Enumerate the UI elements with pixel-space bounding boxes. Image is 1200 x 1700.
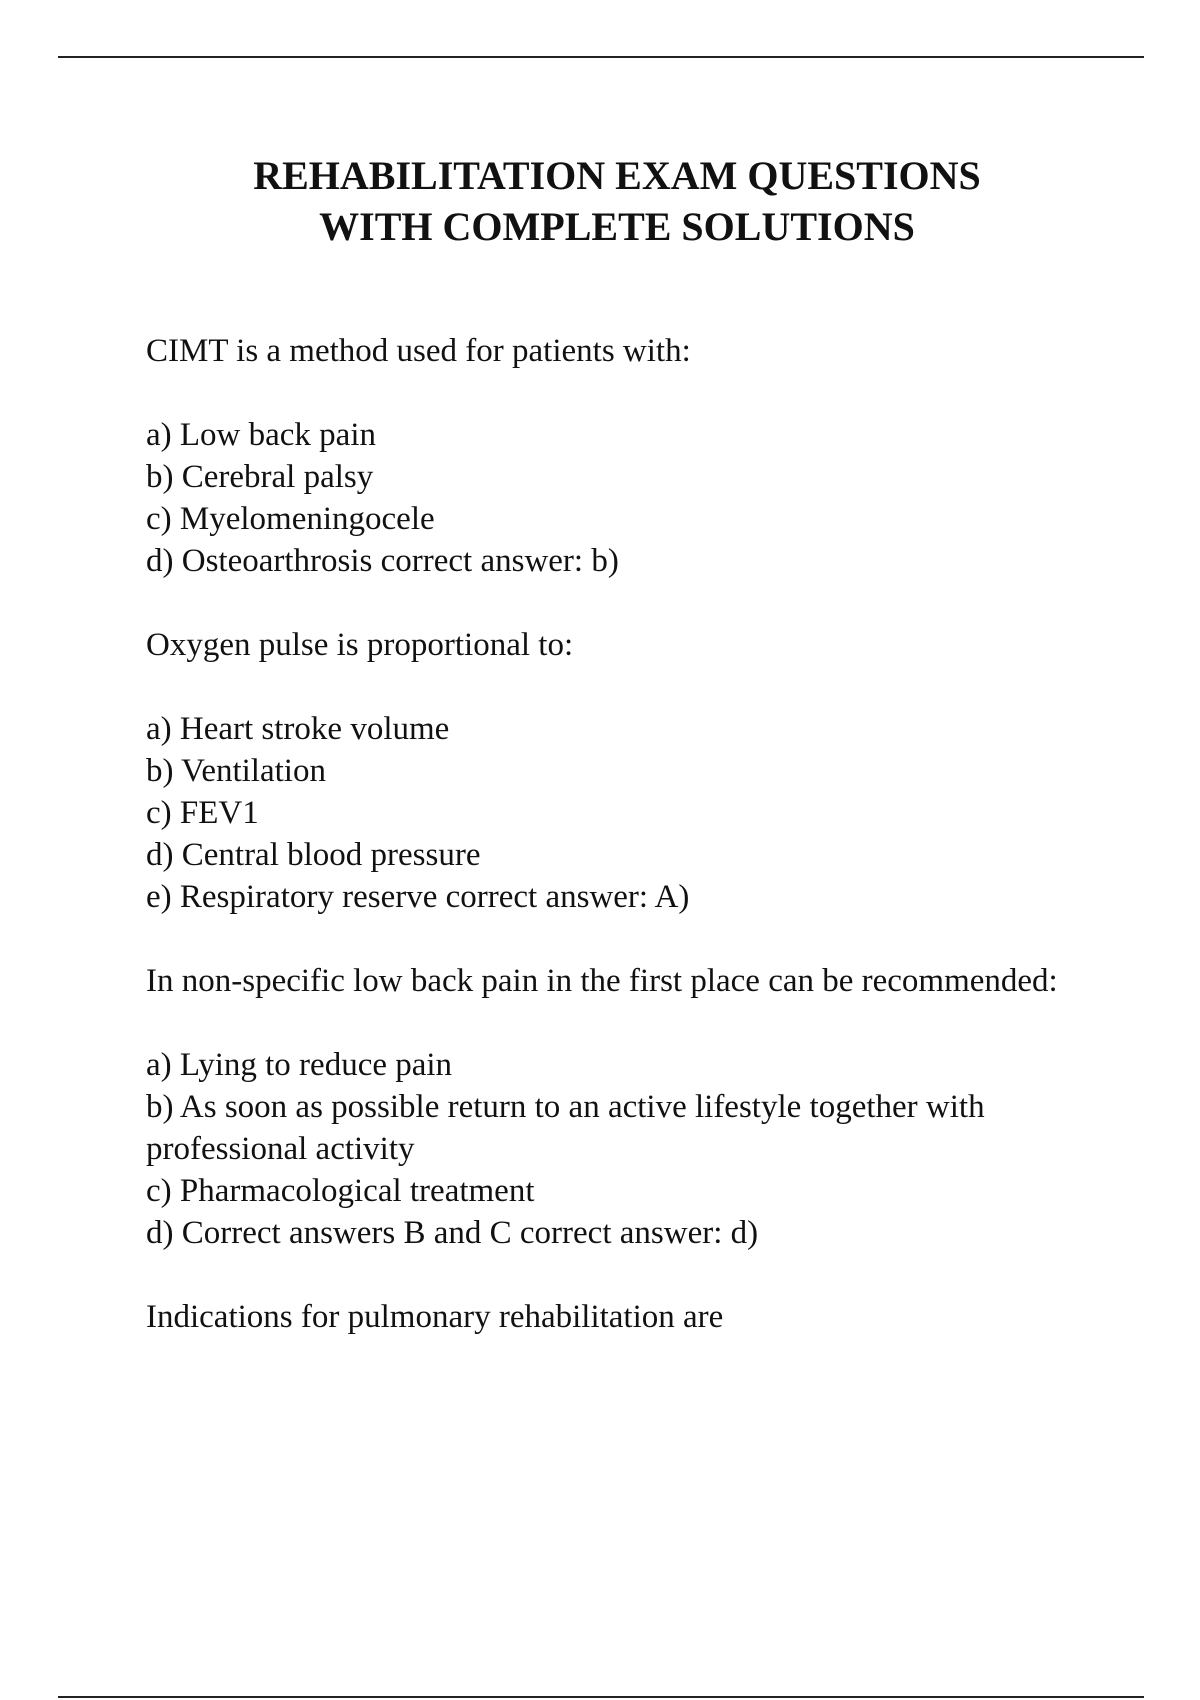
question-1-option-b: b) Cerebral palsy [146, 459, 374, 495]
document-title [0, 150, 1200, 252]
question-3-option-c: c) Pharmacological treatment [146, 1173, 535, 1209]
question-4-prompt: Indications for pulmonary rehabilitation are [146, 1299, 724, 1335]
question-3-option-b: b) As soon as possible return to an active lifestyle together with professional activity [146, 1089, 985, 1167]
question-2-option-a: a) Heart stroke volume [146, 711, 450, 747]
title-line-2: WITH COMPLETE SOLUTIONS [319, 204, 915, 249]
question-2-option-b: b) Ventilation [146, 753, 326, 789]
question-3-option-d: d) Correct answers B and C correct answer: d) [146, 1215, 759, 1251]
top-rule [58, 56, 1144, 58]
question-2-option-e: e) Respiratory reserve correct answer: A) [146, 879, 690, 915]
question-list [146, 330, 1086, 1380]
question-1-options [146, 414, 1086, 582]
bottom-rule [58, 1696, 1144, 1698]
question-3-options [146, 1044, 1086, 1254]
question-2-options [146, 708, 1086, 918]
question-1-option-a: a) Low back pain [146, 417, 376, 453]
question-1-option-d: d) Osteoarthrosis correct answer: b) [146, 543, 619, 579]
question-1-prompt: CIMT is a method used for patients with: [146, 333, 691, 369]
question-2-option-c: c) FEV1 [146, 795, 259, 831]
question-3-option-a: a) Lying to reduce pain [146, 1047, 453, 1083]
question-2-option-d: d) Central blood pressure [146, 837, 481, 873]
question-2-prompt: Oxygen pulse is proportional to: [146, 627, 574, 663]
question-1-option-c: c) Myelomeningocele [146, 501, 435, 537]
question-3-prompt: In non-specific low back pain in the first place can be recommended: [146, 963, 1058, 999]
title-line-1: REHABILITATION EXAM QUESTIONS [253, 153, 981, 198]
